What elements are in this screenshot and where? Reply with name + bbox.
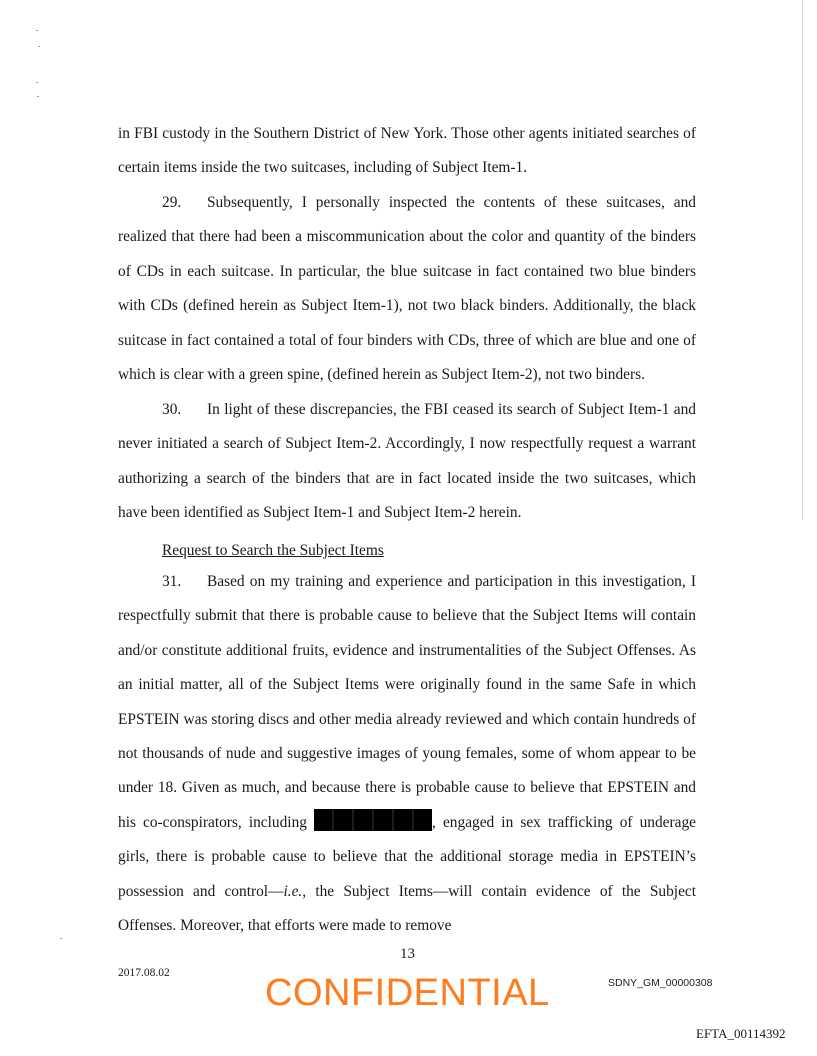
paragraph-30: [118, 393, 696, 531]
paragraph-31: [118, 565, 696, 943]
paragraph-text: In light of these discrepancies, the FBI ceased its search of Subject Item-1 and never initiated a search of Subject Item-2. Accordingly, I now respectfully request a warrant authorizing a search of the binders that are in fact located inside the two suitcases, which have been identified as Subject Item-1 and Subject Item-2 herein.: [118, 401, 696, 522]
paragraph-intro: [118, 117, 696, 186]
page-number: 13: [400, 946, 415, 962]
paragraph-number: 29.: [162, 194, 182, 211]
scan-edge-line: [802, 0, 803, 520]
paragraph-text: in FBI custody in the Southern District of New York. Those other agents initiated searches of certain items inside the two suitcases, including of Subject Item-1.: [118, 125, 696, 177]
paragraph-text: , the Subject Items—will contain evidence of the Subject Offenses. Moreover, that efforts were made to remove: [118, 882, 697, 935]
paragraph-text: Based on my training and experience and participation in this investigation, I respectfully submit that there is probable cause to believe that the Subject Items will contain and/or constitute additional fruits, evidence and instrumentalities of the Subject Offenses. As an initial matter, all of the Subject Items were originally found in the same Safe in which EPSTEIN was storing discs and other media already reviewed and which contain hundreds of not thousands of nude and suggestive images of young females, some of whom appear to be under 18. Given as much, and because there is probable cause to believe that EPSTEIN and his co-conspirators, including: [118, 573, 696, 831]
bates-number: SDNY_GM_00000308: [608, 977, 713, 989]
scan-speck: [36, 30, 38, 31]
section-heading: [162, 542, 384, 560]
scan-speck: [37, 96, 39, 97]
paragraph-text: Subsequently, I personally inspected the contents of these suitcases, and realized that there had been a miscommunication about the color and quantity of the binders of CDs in each suitcase. In particular, the blue suitcase in fact contained two blue binders with CDs (defined herein as Subject Item-1), not two black binders. Additionally, the black suitcase in fact contained a total of four binders with CDs, three of which are blue and one of which is clear with a green spine, (defined herein as Subject Item-2), not two binders.: [118, 194, 696, 384]
paragraph-number: 31.: [162, 573, 182, 590]
latin-abbreviation: i.e.: [283, 882, 303, 900]
efta-number: EFTA_00114392: [696, 1026, 786, 1041]
paragraph-29: [118, 186, 696, 392]
confidential-stamp: CONFIDENTIAL: [265, 972, 550, 1014]
scan-speck: [60, 938, 62, 939]
scan-speck: [38, 46, 40, 47]
scan-speck: [36, 82, 38, 83]
heading-text: Request to Search the Subject Items: [162, 542, 384, 559]
paragraph-text: , engaged in sex trafficking of underage girls, there is probable cause to believe that the additional storage media in EPSTEIN’s possession and control—: [118, 813, 696, 900]
document-date: 2017.08.02: [118, 967, 170, 979]
redaction-block: [314, 809, 432, 831]
paragraph-number: 30.: [162, 401, 182, 418]
